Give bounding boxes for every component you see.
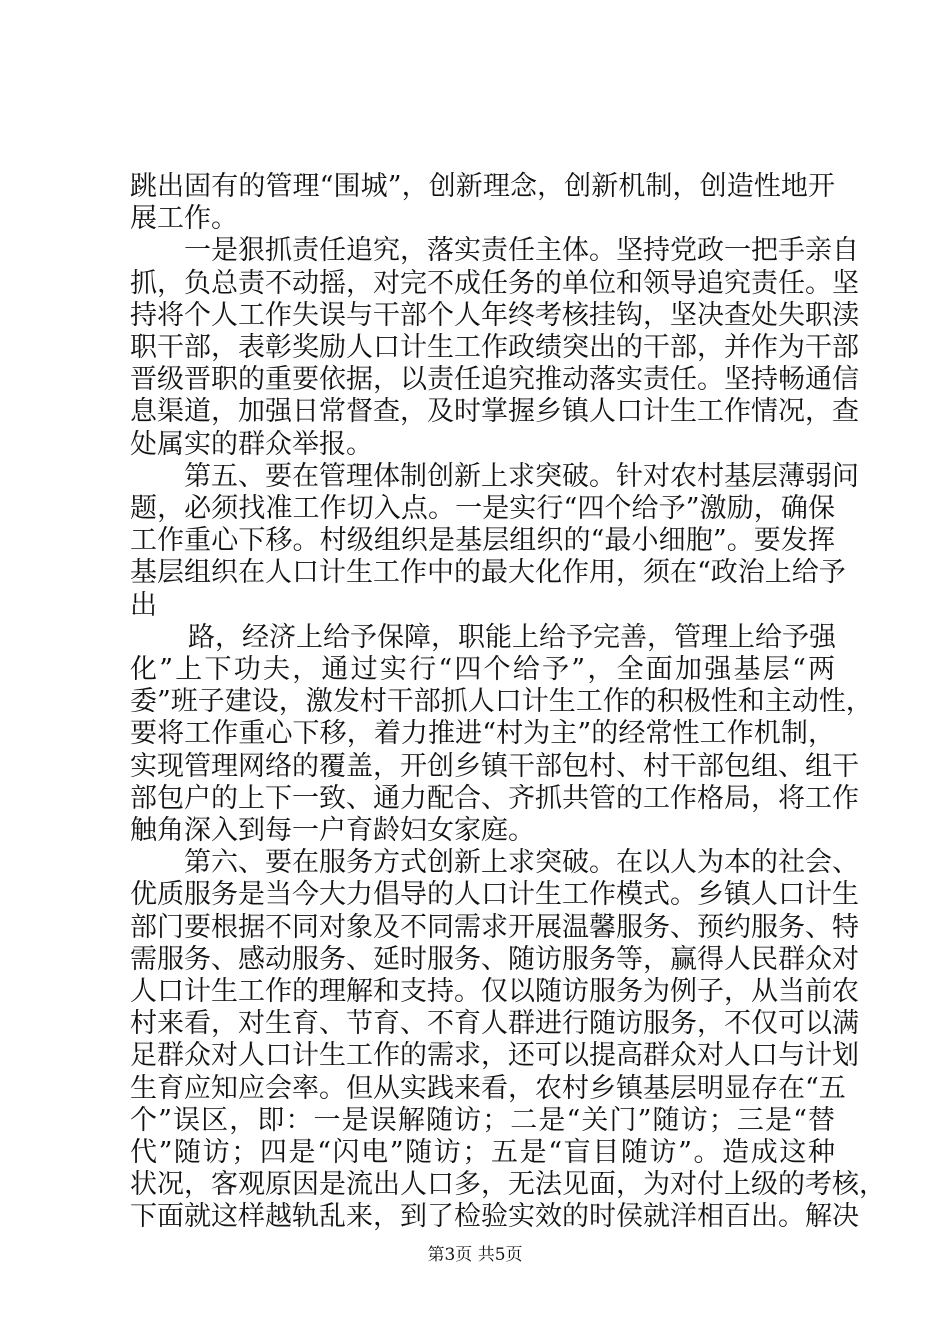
text-line: 部包户的上下一致、通力配合、齐抓共管的工作格局，将工作: [130, 783, 859, 814]
text-line: 实现管理网络的覆盖，开创乡镇干部包村、村干部包组、组干: [130, 751, 859, 782]
text-line: 晋级晋职的重要依据，以责任追究推动落实责任。坚持畅通信: [130, 364, 859, 395]
text-line: 第五、要在管理体制创新上求突破。针对农村基层薄弱问: [184, 461, 859, 492]
text-line: 题，必须找准工作切入点。一是实行“四个给予”激励，确保: [130, 493, 835, 524]
text-line: 部门要根据不同对象及不同需求开展温馨服务、预约服务、特: [130, 912, 859, 943]
text-line: 处属实的群众举报。: [130, 429, 373, 460]
text-line: 足群众对人口计生工作的需求，还可以提高群众对人口与计划: [130, 1040, 859, 1071]
text-line: 需服务、感动服务、延时服务、随访服务等，赢得人民群众对: [130, 944, 859, 975]
text-line: 跳出固有的管理“围城”，创新理念，创新机制，创造性地开: [130, 171, 835, 202]
text-line: 触角深入到每一户育龄妇女家庭。: [130, 815, 535, 846]
text-line: 人口计生工作的理解和支持。仅以随访服务为例子，从当前农: [130, 976, 859, 1007]
text-line: 代”随访；四是“闪电”随访；五是“盲目随访”。造成这种: [130, 1137, 835, 1168]
text-line: 展工作。: [130, 203, 238, 234]
text-line: 一是狠抓责任追究，落实责任主体。坚持党政一把手亲自: [184, 235, 859, 266]
text-line: 要将工作重心下移，着力推进“村为主”的经常性工作机制，: [130, 718, 835, 749]
text-line: 个”误区，即：一是误解随访；二是“关门”随访；三是“替: [130, 1105, 835, 1136]
text-line: 下面就这样越轨乱来，到了检验实效的时侯就洋相百出。解决: [130, 1201, 859, 1232]
text-line: 息渠道，加强日常督查，及时掌握乡镇人口计生工作情况，查: [130, 396, 859, 427]
text-line: 委”班子建设，激发村干部抓人口计生工作的积极性和主动性，: [130, 686, 873, 717]
text-line: 职干部，表彰奖励人口计生工作政绩突出的干部，并作为干部: [130, 332, 859, 363]
text-line: 出: [130, 590, 157, 621]
text-line: 路，经济上给予保障，职能上给予完善，管理上给予强: [188, 622, 836, 653]
page-footer: 第3页 共5页: [427, 1245, 523, 1265]
text-line: 化”上下功夫，通过实行“四个给予”，全面加强基层“两: [130, 654, 835, 685]
text-line: 基层组织在人口计生工作中的最大化作用，须在“政治上给予: [130, 557, 846, 588]
text-line: 村来看，对生育、节育、不育人群进行随访服务，不仅可以满: [130, 1008, 859, 1039]
text-line: 生育应知应会率。但从实践来看，农村乡镇基层明显存在“五: [130, 1073, 846, 1104]
text-line: 优质服务是当今大力倡导的人口计生工作模式。乡镇人口计生: [130, 879, 859, 910]
text-line: 持将个人工作失误与干部个人年终考核挂钩，坚决查处失职渎: [130, 300, 859, 331]
text-line: 状况，客观原因是流出人口多，无法见面，为对付上级的考核，: [130, 1169, 886, 1200]
text-line: 第六、要在服务方式创新上求突破。在以人为本的社会、: [184, 847, 859, 878]
text-line: 工作重心下移。村级组织是基层组织的“最小细胞”。要发挥: [130, 525, 835, 556]
text-line: 抓，负总责不动摇，对完不成任务的单位和领导追究责任。坚: [130, 268, 859, 299]
